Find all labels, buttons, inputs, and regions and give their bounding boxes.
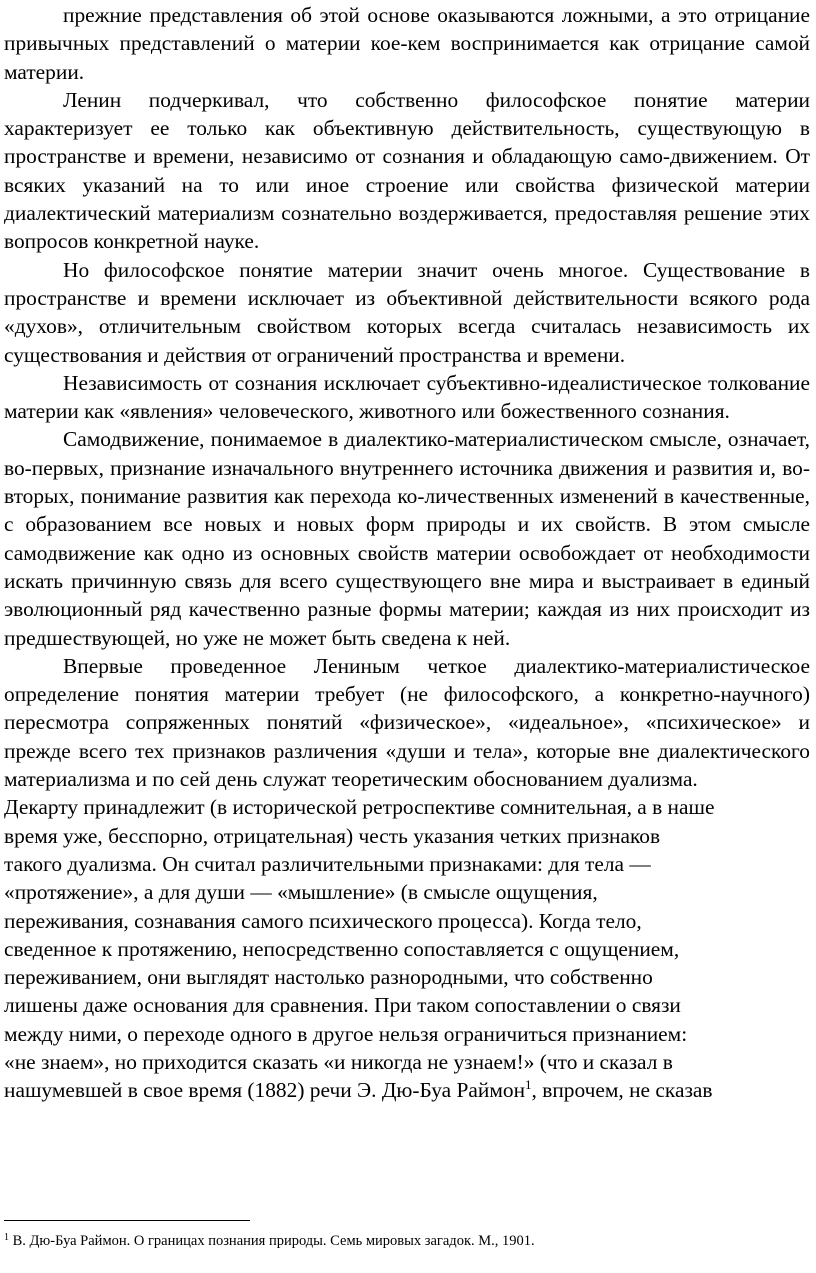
text-fragment: , впрочем, не сказав xyxy=(531,1078,713,1103)
paragraph: Ленин подчеркивал, что собственно философское понятие материи характеризует ее только как объективную действительность, существующую в пространстве и времени, независимо от сознания и обладающую само-движением. От всяких указаний на то или иное строение или свойства физической материи диалектический материализм сознательно воздерживается, предоставляя решение этих вопросов конкретной науке. xyxy=(4,87,810,254)
text-line: переживанием, они выглядят настолько разнородными, что собственно xyxy=(4,965,653,990)
paragraph: Независимость от сознания исключает субъективно-идеалистическое толкование материи как «явления» человеческого, животного или божественного сознания. xyxy=(4,370,810,424)
footnote xyxy=(4,1232,804,1250)
paragraph: Самодвижение, понимаемое в диалектико-материалистическом смысле, означает, во-первых, признание изначального внутреннего источника движения и развития и, во-вторых, понимание развития как перехода ко-личественных изменений в качественные, с образованием все новых и новых форм природы и их свойств. В этом смысле самодвижение как одно из основных свойств материи освобождает от необходимости искать причинную связь для всего существующего вне мира и выстраивает в единый эволюционный ряд качественно разные формы материи; каждая из них происходит из предшествующей, но уже не может быть сведена к ней. xyxy=(4,427,810,650)
paragraph-flush xyxy=(4,793,810,1104)
text-line: переживания, сознавания самого психического процесса). Когда тело, xyxy=(4,908,642,933)
text-fragment: нашумевшей в свое время (1882) речи Э. Дю-Буа Раймон xyxy=(4,1078,526,1103)
paragraph: Впервые проведенное Лениным четкое диалектико-материалистическое определение понятия материи требует (не философского, а конкретно-научного) пересмотра сопряженных понятий «физическое», «идеальное», «психическое» и прежде всего тех признаков различения «души и тела», которые вне диалектического материализма и по сей день служат теоретическим обоснованием дуализма. xyxy=(4,653,810,792)
body-text xyxy=(4,0,810,1105)
footnote-divider xyxy=(4,1220,250,1221)
text-line: такого дуализма. Он считал различительными признаками: для тела — xyxy=(4,851,651,876)
text-line: Декарту принадлежит (в исторической ретроспективе сомнительная, а в наше xyxy=(4,795,715,820)
footnote-text: В. Дю-Буа Раймон. О границах познания природы. Семь мировых загадок. М., 1901. xyxy=(9,1233,535,1249)
footnote-mark: 1 xyxy=(4,1232,9,1243)
text-line: сведенное к протяжению, непосредственно сопоставляется с ощущением, xyxy=(4,936,680,961)
text-line xyxy=(4,1076,810,1104)
text-line: «протяжение», а для души — «мышление» (в смысле ощущения, xyxy=(4,880,598,905)
text-line: между ними, о переходе одного в другое нельзя ограничиться признанием: xyxy=(4,1021,688,1046)
text-line: время уже, бесспорно, отрицательная) честь указания четких признаков xyxy=(4,823,661,848)
paragraph: Но философское понятие материи значит очень многое. Существование в пространстве и времени исключает из объективной действительности всякого рода «духов», отличительным свойством которых всегда считалась независимость их существования и действия от ограничений пространства и времени. xyxy=(4,257,810,367)
footnote-reference[interactable]: 1 xyxy=(525,1077,532,1093)
text-line: лишены даже основания для сравнения. При таком сопоставлении о связи xyxy=(4,993,681,1018)
text-line: «не знаем», но приходится сказать «и никогда не узнаем!» (что и сказал в xyxy=(4,1049,673,1074)
paragraph-continued: прежние представления об этой основе оказываются ложными, а это отрицание привычных представлений о материи кое-кем воспринимается как отрицание самой материи. xyxy=(4,3,810,84)
